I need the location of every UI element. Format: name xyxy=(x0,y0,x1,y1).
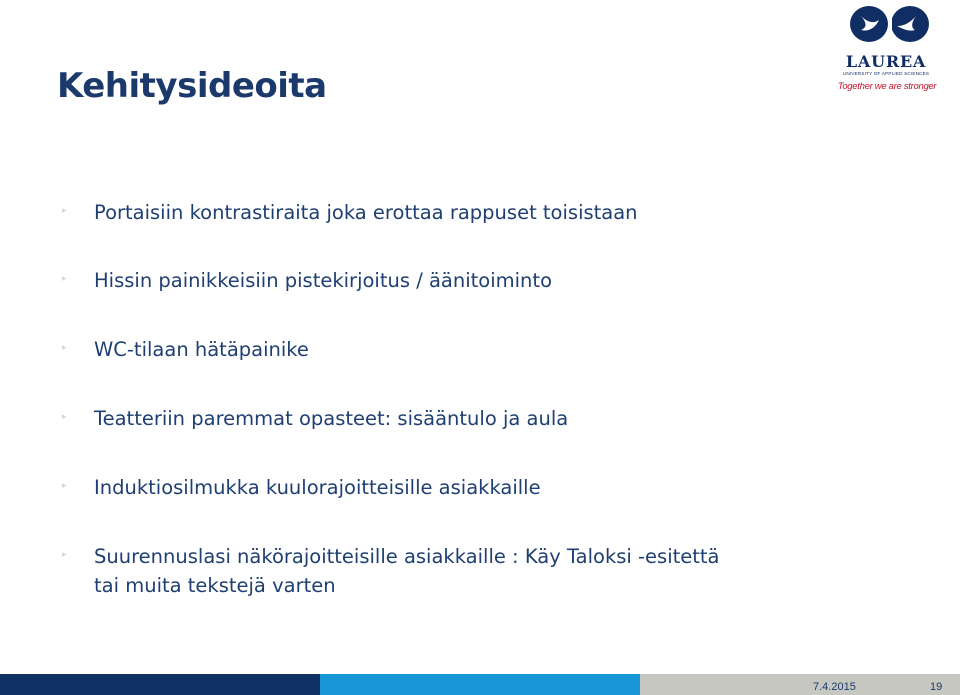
bullet-marker-icon: ▸ xyxy=(62,274,67,284)
laurea-logo-icon xyxy=(849,4,931,46)
laurea-logo xyxy=(836,4,948,94)
bullet-text: WC-tilaan hätäpainike xyxy=(94,338,309,361)
logo-slogan: Together we are stronger xyxy=(837,81,937,92)
footer-date: 7.4.2015 xyxy=(813,681,856,693)
footer-segment-blue xyxy=(320,674,640,695)
bullet-marker-icon: ▸ xyxy=(62,550,67,560)
page-number: 19 xyxy=(930,681,943,693)
slide-title: Kehitysideoita xyxy=(57,66,327,106)
bullet-marker-icon: ▸ xyxy=(62,412,67,422)
bullet-text: Portaisiin kontrastiraita joka erottaa rappuset toisistaan xyxy=(94,201,638,224)
logo-subtitle: UNIVERSITY OF APPLIED SCIENCES xyxy=(842,71,930,76)
bullet-marker-icon: ▸ xyxy=(62,481,67,491)
footer-segment-dark xyxy=(0,674,320,695)
bullet-text: Induktiosilmukka kuulorajoitteisille asiakkaille xyxy=(94,476,541,499)
logo-name: LAUREA xyxy=(845,52,927,71)
bullet-marker-icon: ▸ xyxy=(62,343,67,353)
bullet-text: Suurennuslasi näkörajoitteisille asiakkaille : Käy Taloksi -esitettä tai muita tekstejä varten xyxy=(94,545,720,597)
bullet-text: Teatteriin paremmat opasteet: sisääntulo ja aula xyxy=(94,407,569,430)
bullet-text: Hissin painikkeisiin pistekirjoitus / äänitoiminto xyxy=(94,269,552,292)
footer-segment-gray xyxy=(640,674,960,695)
bullet-marker-icon: ▸ xyxy=(62,206,67,216)
